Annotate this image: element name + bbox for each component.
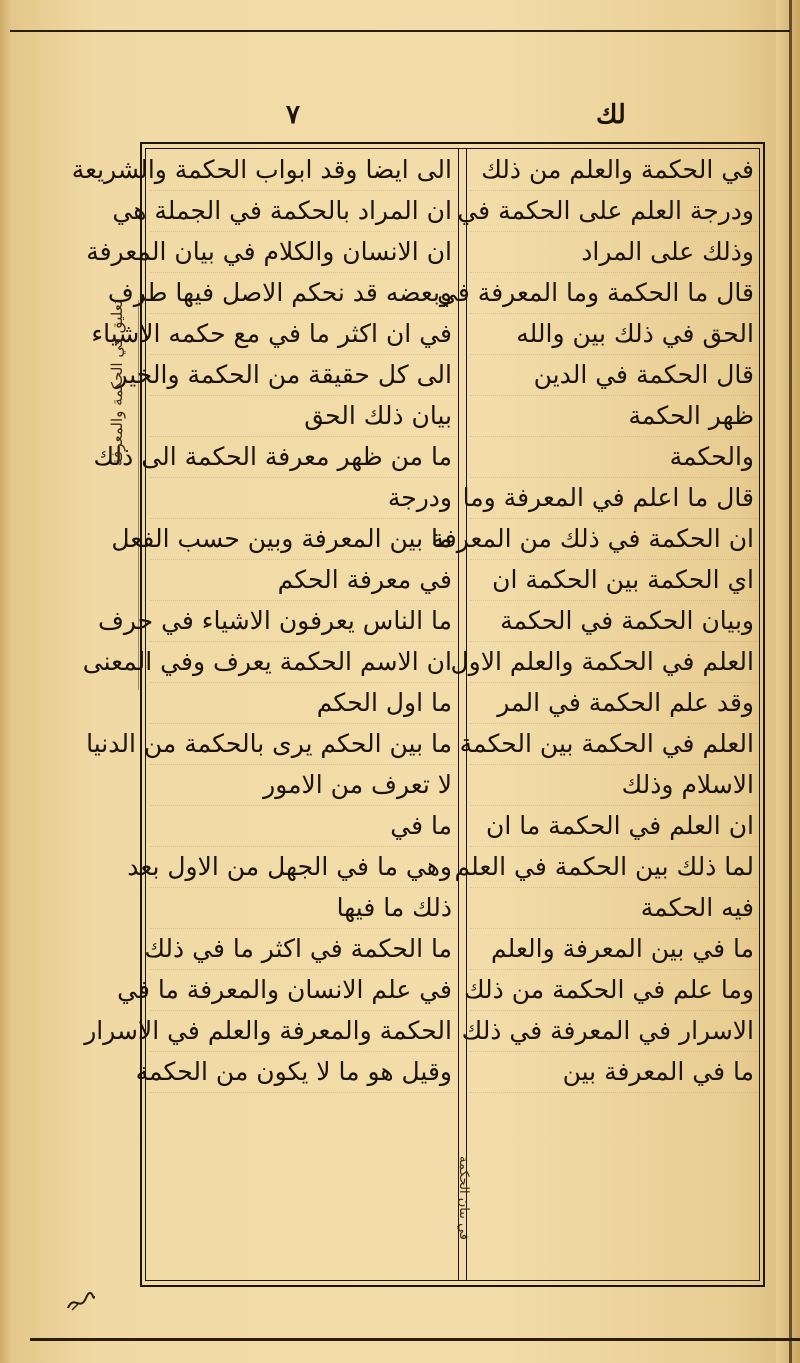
text-line: والحكمة	[470, 437, 758, 478]
text-line: وبعضه قد نحكم الاصل فيها طرف	[150, 273, 456, 314]
text-line: وبيان الحكمة في الحكمة	[470, 601, 758, 642]
text-line: قال ما الحكمة وما المعرفة في	[470, 273, 758, 314]
text-line: الى كل حقيقة من الحكمة والخير	[150, 355, 456, 396]
text-line: وهي ما في الجهل من الاول بعد	[150, 847, 456, 888]
text-line: اي الحكمة بين الحكمة ان	[470, 560, 758, 601]
text-line: لما ذلك بين الحكمة في العلم	[470, 847, 758, 888]
text-line: ان المراد بالحكمة في الجملة هي	[150, 191, 456, 232]
text-line: الى ايضا وقد ابواب الحكمة والشريعة	[150, 150, 456, 191]
text-line: الاسرار في المعرفة في ذلك	[470, 1011, 758, 1052]
text-line: قال الحكمة في الدين	[470, 355, 758, 396]
text-line: العلم في الحكمة بين الحكمة	[470, 724, 758, 765]
text-line: ما بين الحكم يرى بالحكمة من الدنيا	[150, 724, 456, 765]
text-line: العلم في الحكمة والعلم الاول	[470, 642, 758, 683]
text-line: وذلك على المراد	[470, 232, 758, 273]
text-line: في علم الانسان والمعرفة ما في	[150, 970, 456, 1011]
text-line: في الحكمة والعلم من ذلك	[470, 150, 758, 191]
text-line: ما الحكمة في اكثر ما في ذلك	[150, 929, 456, 970]
bottom-rule	[30, 1338, 800, 1341]
margin-gloss-left: تعليق في الحكمة والمعرفة	[108, 300, 139, 690]
text-line: ودرجة	[150, 478, 456, 519]
text-line: بيان ذلك الحق	[150, 396, 456, 437]
text-line: ان الاسم الحكمة يعرف وفي المعنى	[150, 642, 456, 683]
text-line: الاسلام وذلك	[470, 765, 758, 806]
text-line: وقد علم الحكمة في المر	[470, 683, 758, 724]
text-line: ما في المعرفة بين	[470, 1052, 758, 1093]
text-line: ما في	[150, 806, 456, 847]
text-line: ذلك ما فيها	[150, 888, 456, 929]
signature-mark-icon	[64, 1290, 98, 1314]
page-edge-left	[0, 0, 14, 1363]
text-line: ما بين المعرفة وبين حسب الفعل	[150, 519, 456, 560]
text-line: ودرجة العلم على الحكمة في	[470, 191, 758, 232]
page-edge-right	[776, 0, 800, 1363]
text-line: ما الناس يعرفون الاشياء في حرف	[150, 601, 456, 642]
text-line: ظهر الحكمة	[470, 396, 758, 437]
text-line: لا تعرف من الامور	[150, 765, 456, 806]
text-line: ان العلم في الحكمة ما ان	[470, 806, 758, 847]
text-line: ما اول الحكم	[150, 683, 456, 724]
running-head-right: لك	[596, 100, 626, 130]
text-line: الحق في ذلك بين والله	[470, 314, 758, 355]
text-line: ان الانسان والكلام في بيان المعرفة	[150, 232, 456, 273]
text-line: ان الحكمة في ذلك من المعرفة	[470, 519, 758, 560]
text-line: ما في بين المعرفة والعلم	[470, 929, 758, 970]
text-line: فيه الحكمة	[470, 888, 758, 929]
text-line: في معرفة الحكم	[150, 560, 456, 601]
text-line: وما علم في الحكمة من ذلك	[470, 970, 758, 1011]
text-line: ما من ظهر معرفة الحكمة الى ذلك	[150, 437, 456, 478]
running-head-left: ٧	[286, 100, 300, 130]
top-rule	[10, 30, 790, 32]
margin-gloss-gutter: في بيان الحكمة	[456, 1156, 471, 1240]
text-line: في ان اكثر ما في مع حكمه الاشياء	[150, 314, 456, 355]
text-line: وقيل هو ما لا يكون من الحكمة	[150, 1052, 456, 1093]
text-line: الحكمة والمعرفة والعلم في الاسرار	[150, 1011, 456, 1052]
binding-strip	[789, 0, 792, 1363]
text-line: قال ما اعلم في المعرفة وما	[470, 478, 758, 519]
